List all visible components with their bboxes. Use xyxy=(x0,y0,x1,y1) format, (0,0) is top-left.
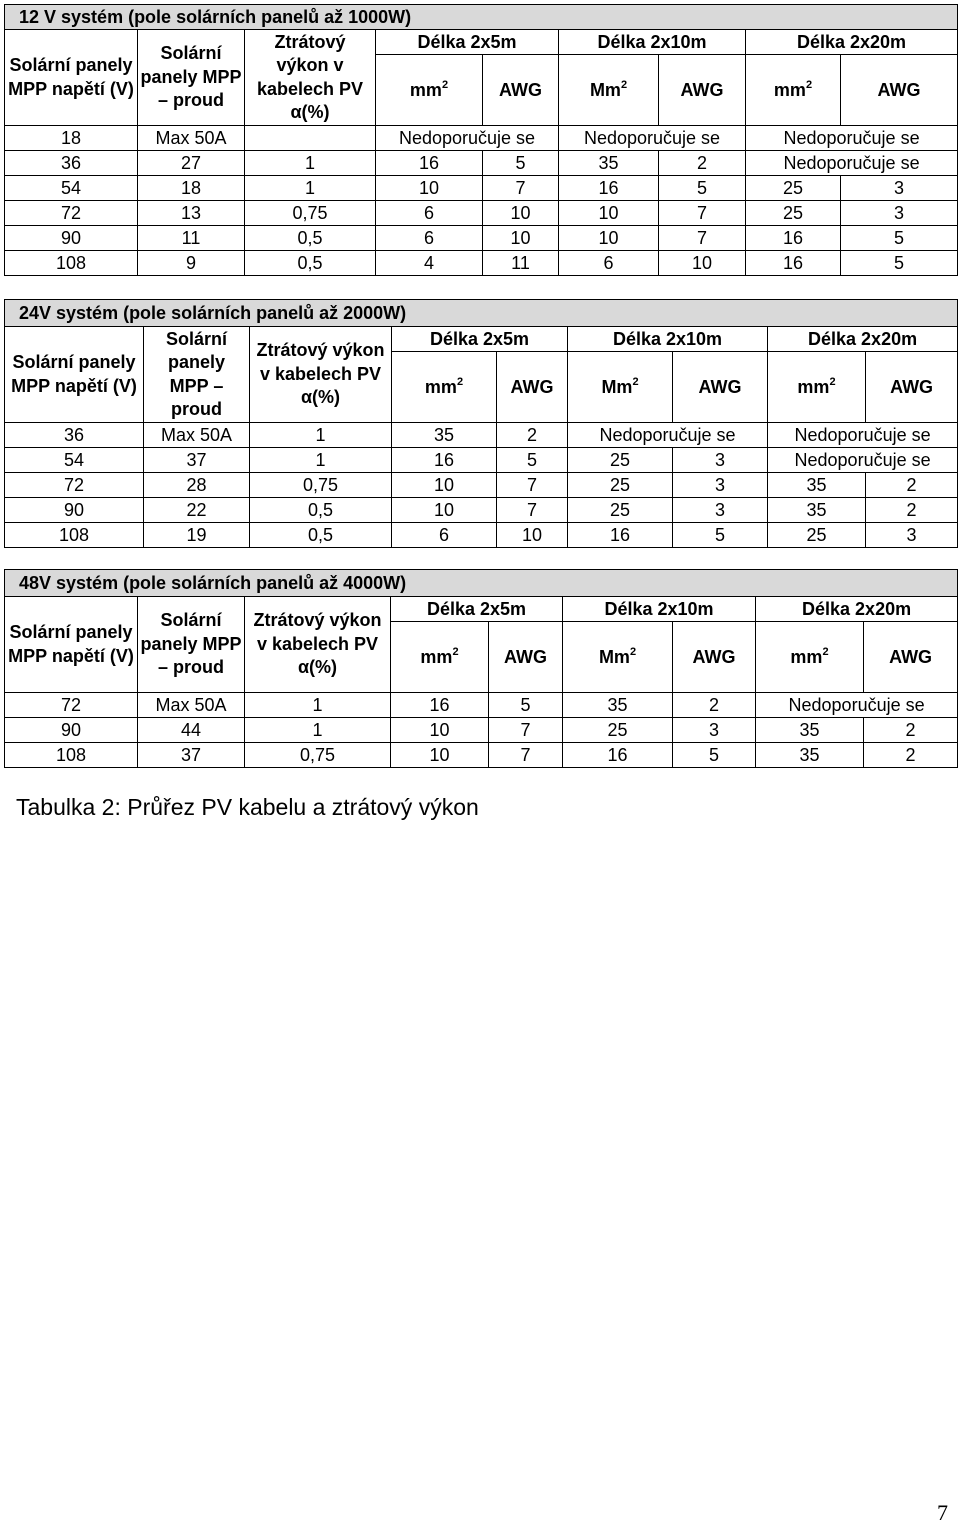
table-24v xyxy=(4,299,957,548)
header-length-5m: Délka 2x5m xyxy=(391,597,563,622)
cell: 2 xyxy=(497,423,568,448)
table-12v xyxy=(4,4,957,276)
cell: 5 xyxy=(483,151,559,176)
cell: 16 xyxy=(568,523,673,548)
cell: 44 xyxy=(138,718,245,743)
cell: Nedoporučuje se xyxy=(746,126,958,151)
cell: Max 50A xyxy=(138,126,245,151)
cell: 2 xyxy=(866,498,958,523)
header-loss: Ztrátový výkon v kabelech PV α(%) xyxy=(250,327,392,423)
page-number: 7 xyxy=(937,1500,948,1525)
header-voltage: Solární panely MPP napětí (V) xyxy=(5,327,144,423)
cell: 1 xyxy=(250,423,392,448)
header-loss: Ztrátový výkon v kabelech PV α(%) xyxy=(245,30,376,126)
unit-mm2: $mm^2$ xyxy=(376,55,483,126)
cell: 2 xyxy=(866,473,958,498)
cell: 35 xyxy=(756,743,864,768)
table-row xyxy=(5,126,958,151)
cell: 0,75 xyxy=(250,473,392,498)
unit-mm2: Mm$^2$ xyxy=(563,622,673,693)
header-length-10m: Délka 2x10m xyxy=(559,30,746,55)
unit-awg: AWG xyxy=(673,352,768,423)
unit-mm2: Mm$^2$ xyxy=(568,352,673,423)
unit-awg: AWG xyxy=(483,55,559,126)
unit-awg: AWG xyxy=(864,622,958,693)
cell: 28 xyxy=(144,473,250,498)
cell: Nedoporučuje se xyxy=(768,423,958,448)
cell: 18 xyxy=(5,126,138,151)
cell: 1 xyxy=(245,693,391,718)
cell: 6 xyxy=(376,201,483,226)
cell: 9 xyxy=(138,251,245,276)
header-loss: Ztrátový výkon v kabelech PV α(%) xyxy=(245,597,391,693)
table-row xyxy=(5,473,958,498)
cell: 25 xyxy=(768,523,866,548)
cell: 35 xyxy=(756,718,864,743)
header-current: Solární panely MPP – proud xyxy=(144,327,250,423)
header-length-10m: Délka 2x10m xyxy=(563,597,756,622)
cell: 108 xyxy=(5,523,144,548)
cell: Nedoporučuje se xyxy=(568,423,768,448)
cell: 4 xyxy=(376,251,483,276)
cell: 7 xyxy=(659,201,746,226)
cell: 16 xyxy=(559,176,659,201)
cell: 54 xyxy=(5,448,144,473)
unit-mm2: Mm$^2$ xyxy=(559,55,659,126)
cell: 10 xyxy=(376,176,483,201)
cell: 1 xyxy=(250,448,392,473)
header-length-20m: Délka 2x20m xyxy=(756,597,958,622)
cell xyxy=(245,126,376,151)
cell: 3 xyxy=(673,448,768,473)
unit-awg: AWG xyxy=(497,352,568,423)
table-row xyxy=(5,151,958,176)
cell: 22 xyxy=(144,498,250,523)
table-row xyxy=(5,251,958,276)
unit-mm2: $mm^2$ xyxy=(392,352,497,423)
cell: 108 xyxy=(5,743,138,768)
cell: Nedoporučuje se xyxy=(559,126,746,151)
cell: 5 xyxy=(841,226,958,251)
unit-awg: AWG xyxy=(841,55,958,126)
header-current: Solární panely MPP – proud xyxy=(138,597,245,693)
cell: 6 xyxy=(559,251,659,276)
cell: 25 xyxy=(568,448,673,473)
cell: 10 xyxy=(392,473,497,498)
table-caption: Tabulka 2: Průřez PV kabelu a ztrátový výkon xyxy=(16,794,479,820)
cell: 2 xyxy=(659,151,746,176)
unit-awg: AWG xyxy=(489,622,563,693)
cell: 27 xyxy=(138,151,245,176)
cell: 2 xyxy=(864,718,958,743)
cell: 3 xyxy=(673,718,756,743)
cell: 25 xyxy=(563,718,673,743)
cell: 25 xyxy=(746,201,841,226)
cell: 3 xyxy=(841,201,958,226)
cell: 10 xyxy=(497,523,568,548)
cell: 5 xyxy=(841,251,958,276)
cell: 10 xyxy=(559,226,659,251)
unit-mm2: $mm^2$ xyxy=(746,55,841,126)
cell: 35 xyxy=(392,423,497,448)
cell: Nedoporučuje se xyxy=(746,151,958,176)
cell: 25 xyxy=(746,176,841,201)
header-length-5m: Délka 2x5m xyxy=(376,30,559,55)
cell: 25 xyxy=(568,498,673,523)
table-row xyxy=(5,498,958,523)
cell: 1 xyxy=(245,151,376,176)
table-title: 24V systém (pole solárních panelů až 2000W) xyxy=(5,300,958,327)
cell: 35 xyxy=(768,473,866,498)
cell: 5 xyxy=(673,523,768,548)
cell: 36 xyxy=(5,151,138,176)
header-voltage: Solární panely MPP napětí (V) xyxy=(5,597,138,693)
cell: 10 xyxy=(391,743,489,768)
cell: 3 xyxy=(841,176,958,201)
unit-awg: AWG xyxy=(866,352,958,423)
table-48v xyxy=(4,569,957,768)
cell: 72 xyxy=(5,693,138,718)
cell: 16 xyxy=(376,151,483,176)
cell: Max 50A xyxy=(144,423,250,448)
cell: 11 xyxy=(138,226,245,251)
cell: 7 xyxy=(497,473,568,498)
table-row xyxy=(5,176,958,201)
cell: 5 xyxy=(497,448,568,473)
cell: 0,75 xyxy=(245,201,376,226)
cell: 72 xyxy=(5,201,138,226)
cell: 90 xyxy=(5,498,144,523)
header-length-5m: Délka 2x5m xyxy=(392,327,568,352)
cell: 25 xyxy=(568,473,673,498)
table-row xyxy=(5,718,958,743)
cell: 0,5 xyxy=(250,523,392,548)
cell: 16 xyxy=(392,448,497,473)
cell: 5 xyxy=(659,176,746,201)
cell: 3 xyxy=(866,523,958,548)
cell: 10 xyxy=(392,498,497,523)
cell: 16 xyxy=(746,251,841,276)
cell: 10 xyxy=(483,201,559,226)
cell: 11 xyxy=(483,251,559,276)
cell: Max 50A xyxy=(138,693,245,718)
cell: 6 xyxy=(392,523,497,548)
cell: 1 xyxy=(245,718,391,743)
cell: 10 xyxy=(483,226,559,251)
table-row xyxy=(5,423,958,448)
cell: 7 xyxy=(497,498,568,523)
cell: 2 xyxy=(673,693,756,718)
table-row xyxy=(5,226,958,251)
cell: 35 xyxy=(768,498,866,523)
cell: 37 xyxy=(144,448,250,473)
cell: 108 xyxy=(5,251,138,276)
cell: 16 xyxy=(563,743,673,768)
cell: 0,5 xyxy=(250,498,392,523)
cell: 1 xyxy=(245,176,376,201)
table-row xyxy=(5,693,958,718)
cell: 90 xyxy=(5,718,138,743)
header-current: Solární panely MPP – proud xyxy=(138,30,245,126)
cell: 90 xyxy=(5,226,138,251)
cell: Nedoporučuje se xyxy=(376,126,559,151)
cell: 0,75 xyxy=(245,743,391,768)
cell: 7 xyxy=(659,226,746,251)
cell: 10 xyxy=(559,201,659,226)
cell: 19 xyxy=(144,523,250,548)
cell: 0,5 xyxy=(245,251,376,276)
header-length-10m: Délka 2x10m xyxy=(568,327,768,352)
cell: 37 xyxy=(138,743,245,768)
cell: Nedoporučuje se xyxy=(756,693,958,718)
unit-awg: AWG xyxy=(659,55,746,126)
table-row xyxy=(5,743,958,768)
cell: 7 xyxy=(489,718,563,743)
table-row xyxy=(5,523,958,548)
table-row xyxy=(5,201,958,226)
cell: 10 xyxy=(659,251,746,276)
header-length-20m: Délka 2x20m xyxy=(768,327,958,352)
cell: 5 xyxy=(673,743,756,768)
header-length-20m: Délka 2x20m xyxy=(746,30,958,55)
header-voltage: Solární panely MPP napětí (V) xyxy=(5,30,138,126)
cell: 3 xyxy=(673,498,768,523)
cell: 36 xyxy=(5,423,144,448)
cell: 10 xyxy=(391,718,489,743)
table-title: 48V systém (pole solárních panelů až 4000W) xyxy=(5,570,958,597)
cell: 18 xyxy=(138,176,245,201)
cell: 35 xyxy=(559,151,659,176)
cell: 0,5 xyxy=(245,226,376,251)
table-title: 12 V systém (pole solárních panelů až 1000W) xyxy=(5,5,958,30)
cell: 5 xyxy=(489,693,563,718)
cell: 2 xyxy=(864,743,958,768)
cell: 16 xyxy=(391,693,489,718)
cell: 13 xyxy=(138,201,245,226)
cell: 3 xyxy=(673,473,768,498)
cell: 72 xyxy=(5,473,144,498)
cell: Nedoporučuje se xyxy=(768,448,958,473)
cell: 7 xyxy=(483,176,559,201)
unit-mm2: $mm^2$ xyxy=(391,622,489,693)
unit-mm2: $mm^2$ xyxy=(756,622,864,693)
cell: 6 xyxy=(376,226,483,251)
unit-awg: AWG xyxy=(673,622,756,693)
cell: 35 xyxy=(563,693,673,718)
cell: 54 xyxy=(5,176,138,201)
table-row xyxy=(5,448,958,473)
unit-mm2: $mm^2$ xyxy=(768,352,866,423)
cell: 16 xyxy=(746,226,841,251)
cell: 7 xyxy=(489,743,563,768)
